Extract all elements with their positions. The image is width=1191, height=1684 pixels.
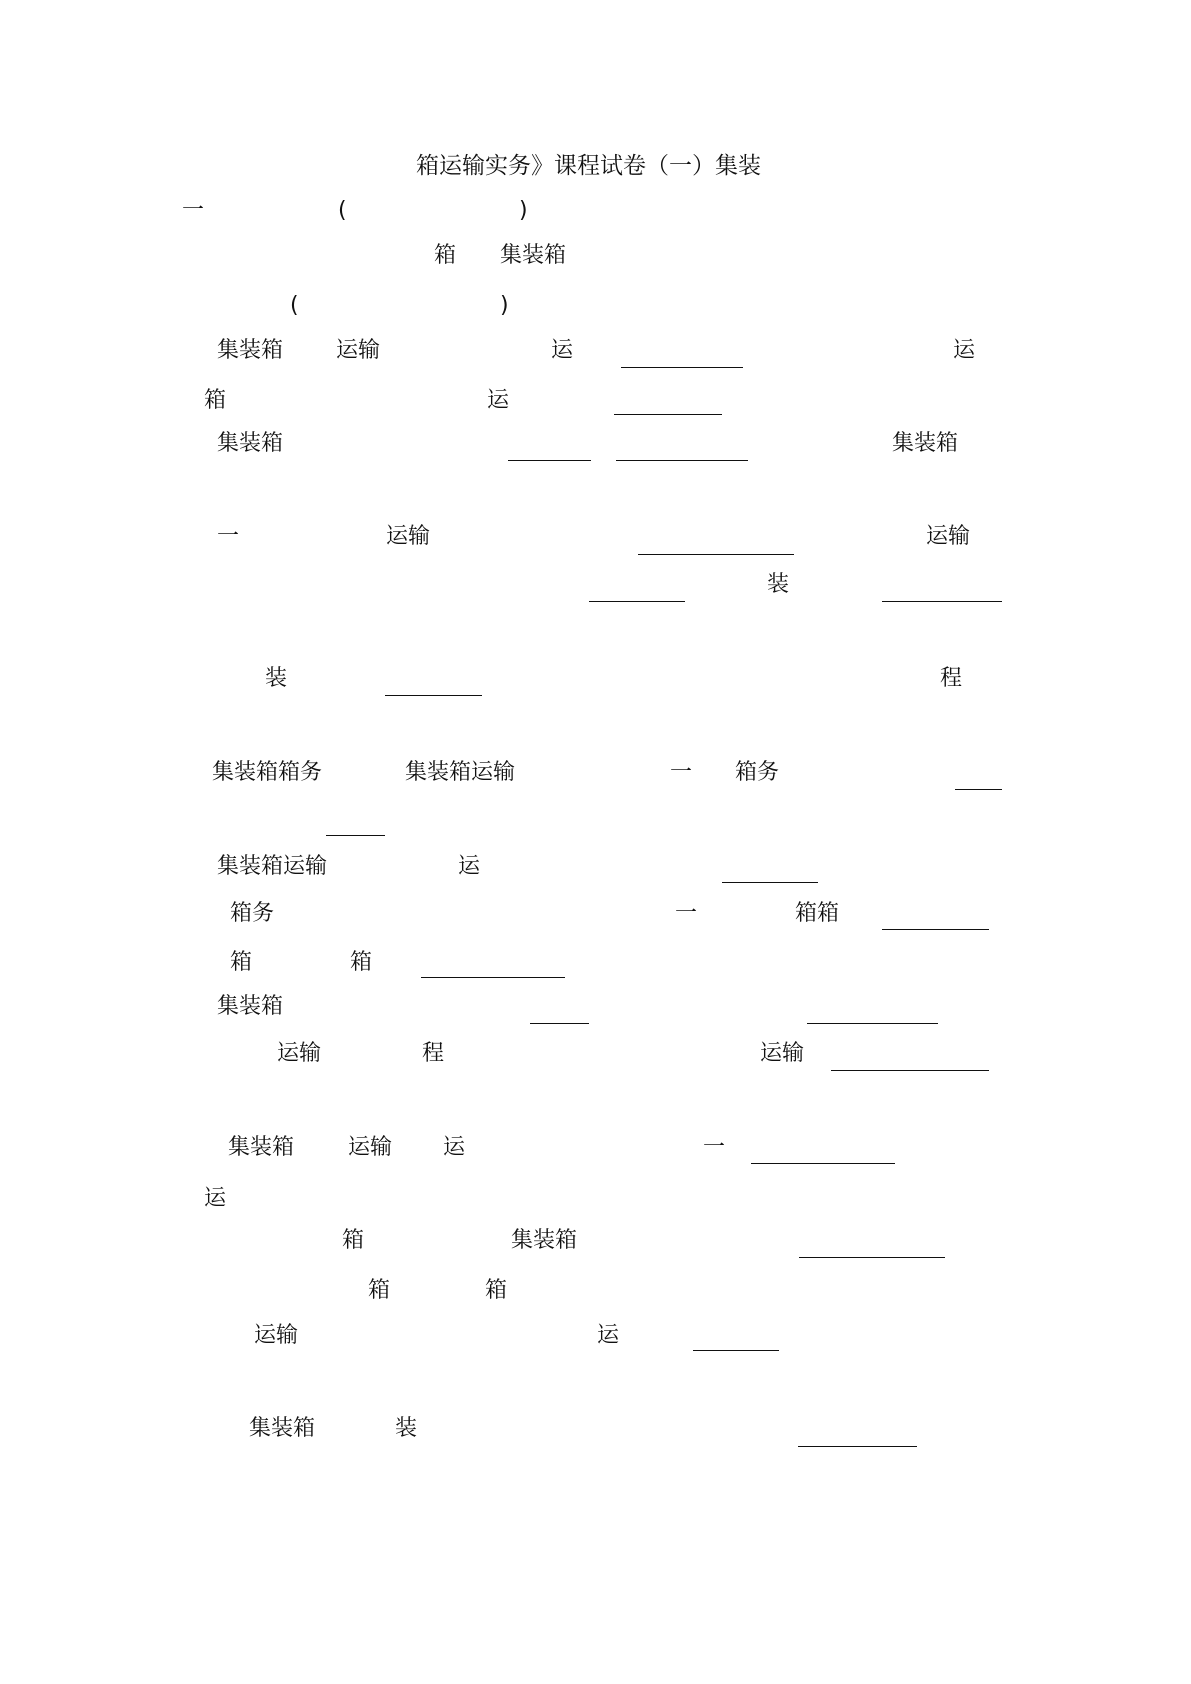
text-fragment: 集装箱 xyxy=(511,1228,578,1253)
text-fragment: 集装箱 xyxy=(228,1135,295,1160)
text-fragment: 箱 xyxy=(485,1278,508,1303)
paren-close: ) xyxy=(519,198,528,223)
text-fragment: 运 xyxy=(204,1186,227,1211)
answer-blank[interactable] xyxy=(751,1163,895,1164)
paren-open: ( xyxy=(290,293,299,318)
section-number: 一 xyxy=(703,1135,726,1160)
text-fragment: 运 xyxy=(551,338,574,363)
answer-blank[interactable] xyxy=(616,460,748,461)
answer-blank[interactable] xyxy=(638,554,794,555)
answer-blank[interactable] xyxy=(508,460,591,461)
answer-blank[interactable] xyxy=(421,977,565,978)
text-fragment: 箱 xyxy=(230,950,253,975)
text-fragment: 箱 xyxy=(350,950,373,975)
text-fragment: 集装箱 xyxy=(217,994,284,1019)
text-fragment: 箱 xyxy=(434,243,457,268)
paren-close: ) xyxy=(500,293,509,318)
text-fragment: 箱务 xyxy=(735,760,780,785)
text-fragment: 运 xyxy=(597,1323,620,1348)
answer-blank[interactable] xyxy=(589,601,685,602)
section-number: 一 xyxy=(217,524,240,549)
text-fragment: 运 xyxy=(443,1135,466,1160)
text-fragment: 箱 xyxy=(368,1278,391,1303)
text-fragment: 集装箱 xyxy=(217,338,284,363)
answer-blank[interactable] xyxy=(326,835,385,836)
text-fragment: 箱 xyxy=(204,388,227,413)
answer-blank[interactable] xyxy=(799,1257,945,1258)
answer-blank[interactable] xyxy=(621,367,743,368)
section-number: 一 xyxy=(675,901,698,926)
page-title: 箱运输实务》课程试卷（一）集装 xyxy=(416,153,761,179)
text-fragment: 程 xyxy=(940,666,963,691)
section-number: 一 xyxy=(182,198,205,223)
answer-blank[interactable] xyxy=(614,414,722,415)
text-fragment: 装 xyxy=(767,572,790,597)
text-fragment: 运 xyxy=(953,338,976,363)
text-fragment: 运输 xyxy=(254,1323,299,1348)
answer-blank[interactable] xyxy=(385,695,482,696)
answer-blank[interactable] xyxy=(722,882,818,883)
answer-blank[interactable] xyxy=(798,1446,917,1447)
text-fragment: 集装箱运输 xyxy=(405,760,516,785)
paren-open: ( xyxy=(338,198,347,223)
section-number: 一 xyxy=(670,760,693,785)
text-fragment: 装 xyxy=(265,666,288,691)
text-fragment: 集装箱箱务 xyxy=(212,760,323,785)
text-fragment: 集装箱 xyxy=(892,431,959,456)
text-fragment: 装 xyxy=(395,1416,418,1441)
text-fragment: 程 xyxy=(422,1041,445,1066)
text-fragment: 集装箱 xyxy=(217,431,284,456)
text-fragment: 箱箱 xyxy=(795,901,840,926)
answer-blank[interactable] xyxy=(831,1070,989,1071)
text-fragment: 集装箱 xyxy=(500,243,567,268)
text-fragment: 集装箱 xyxy=(249,1416,316,1441)
answer-blank[interactable] xyxy=(882,601,1002,602)
answer-blank[interactable] xyxy=(807,1023,938,1024)
text-fragment: 箱务 xyxy=(230,901,275,926)
text-fragment: 运输 xyxy=(348,1135,393,1160)
text-fragment: 运输 xyxy=(760,1041,805,1066)
text-fragment: 运输 xyxy=(277,1041,322,1066)
text-fragment: 运 xyxy=(458,854,481,879)
text-fragment: 运输 xyxy=(926,524,971,549)
answer-blank[interactable] xyxy=(955,789,1002,790)
text-fragment: 运输 xyxy=(336,338,381,363)
text-fragment: 箱 xyxy=(342,1228,365,1253)
answer-blank[interactable] xyxy=(693,1350,779,1351)
answer-blank[interactable] xyxy=(882,929,989,930)
text-fragment: 运 xyxy=(487,388,510,413)
answer-blank[interactable] xyxy=(530,1023,589,1024)
text-fragment: 运输 xyxy=(386,524,431,549)
text-fragment: 集装箱运输 xyxy=(217,854,328,879)
